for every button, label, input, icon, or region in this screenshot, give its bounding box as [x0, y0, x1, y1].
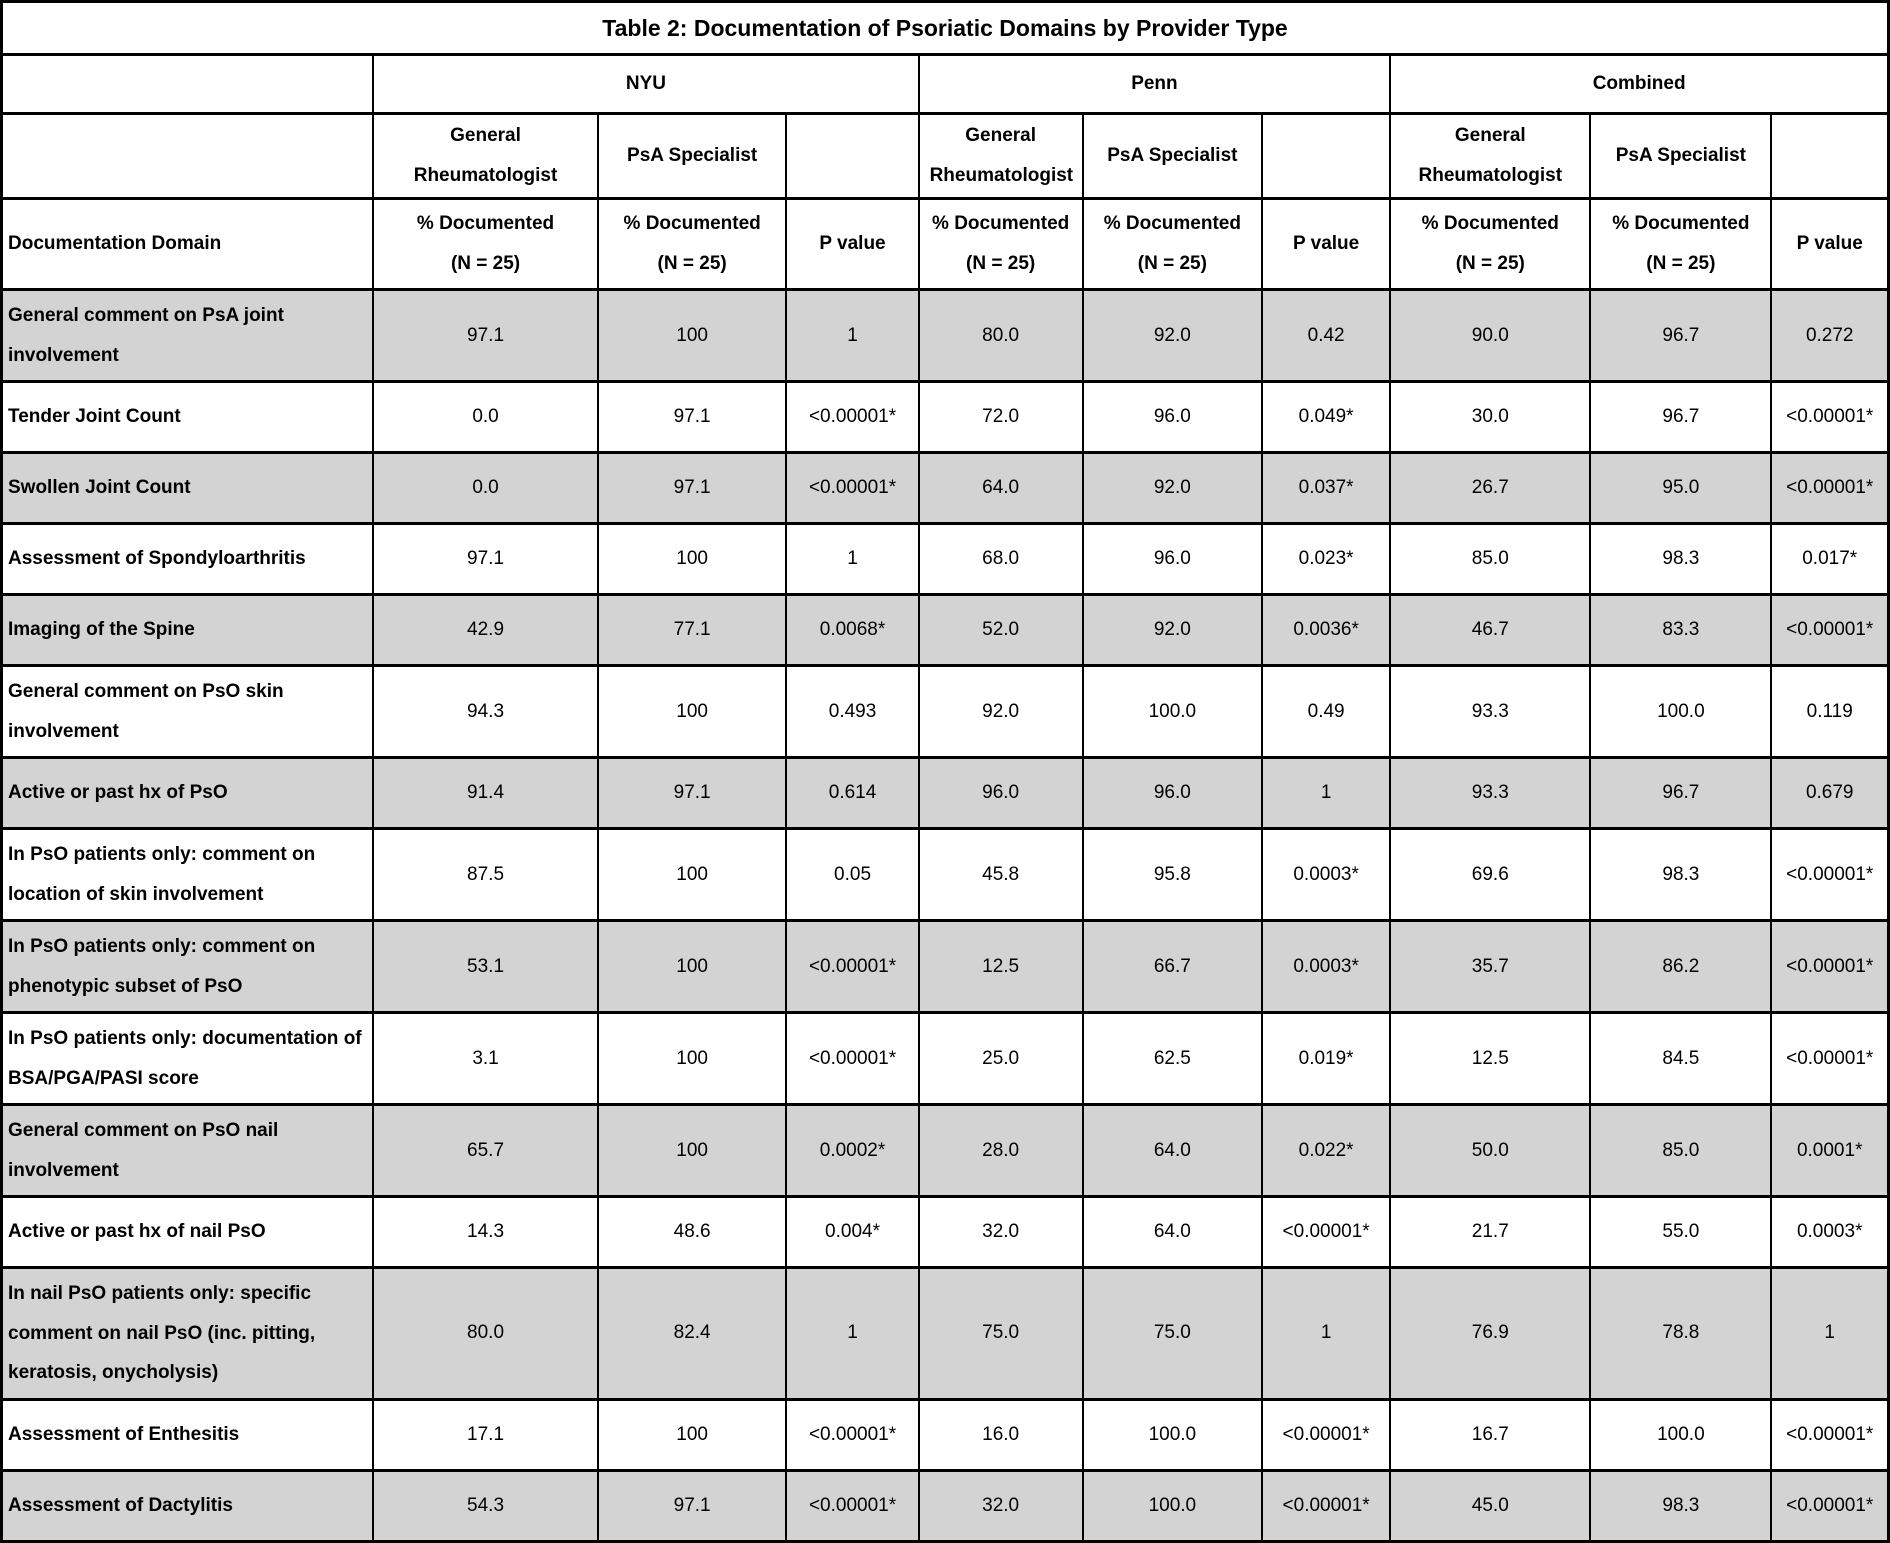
percent-documented-cell: 16.7: [1390, 1399, 1590, 1470]
p-value-header: P value: [1771, 199, 1888, 290]
p-value-cell: <0.00001*: [1262, 1197, 1390, 1268]
percent-documented-cell: 92.0: [1083, 290, 1262, 382]
percent-documented-cell: 92.0: [1083, 453, 1262, 524]
p-value-cell: 1: [1262, 758, 1390, 829]
p-value-cell: 0.0003*: [1262, 921, 1390, 1013]
percent-documented-cell: 0.0: [373, 382, 598, 453]
table-row: [2, 1268, 1889, 1400]
domain-cell: General comment on PsO skin involvement: [2, 666, 374, 758]
percent-documented-cell: 97.1: [598, 453, 787, 524]
domain-cell: In nail PsO patients only: specific comment on nail PsO (inc. pitting, keratosis, onycholysis): [2, 1268, 374, 1400]
p-value-cell: <0.00001*: [1771, 1470, 1888, 1541]
p-value-header: P value: [1262, 199, 1390, 290]
sample-size-label: (N = 25): [1646, 253, 1716, 274]
domain-cell: General comment on PsO nail involvement: [2, 1105, 374, 1197]
percent-documented-cell: 12.5: [919, 921, 1083, 1013]
domain-cell: In PsO patients only: documentation of BSA/PGA/PASI score: [2, 1013, 374, 1105]
p-value-cell: <0.00001*: [1262, 1470, 1390, 1541]
spacer-cell: [1262, 114, 1390, 199]
percent-documented-cell: 84.5: [1590, 1013, 1771, 1105]
percent-documented-cell: 97.1: [373, 524, 598, 595]
spacer-cell: [786, 114, 918, 199]
p-value-cell: 1: [1771, 1268, 1888, 1400]
p-value-cell: 0.017*: [1771, 524, 1888, 595]
percent-documented-cell: 96.7: [1590, 758, 1771, 829]
table-title: Table 2: Documentation of Psoriatic Domains by Provider Type: [2, 2, 1889, 55]
percent-documented-cell: 54.3: [373, 1470, 598, 1541]
percent-documented-cell: 95.0: [1590, 453, 1771, 524]
percent-documented-cell: 94.3: [373, 666, 598, 758]
percent-documented-label: % Documented: [1103, 213, 1241, 235]
percent-documented-cell: 45.0: [1390, 1470, 1590, 1541]
percent-documented-label: % Documented: [1421, 213, 1559, 235]
p-value-cell: 1: [786, 524, 918, 595]
p-value-cell: <0.00001*: [786, 453, 918, 524]
p-value-cell: 0.493: [786, 666, 918, 758]
percent-documented-cell: 3.1: [373, 1013, 598, 1105]
group-header-nyu: NYU: [373, 55, 918, 114]
percent-documented-cell: 100.0: [1083, 1470, 1262, 1541]
p-value-cell: <0.00001*: [786, 921, 918, 1013]
percent-documented-cell: 100: [598, 1013, 787, 1105]
percent-documented-label: % Documented: [416, 213, 555, 235]
percent-documented-cell: 52.0: [919, 595, 1083, 666]
p-value-cell: 0.49: [1262, 666, 1390, 758]
domain-cell: Swollen Joint Count: [2, 453, 374, 524]
percent-documented-cell: 83.3: [1590, 595, 1771, 666]
percent-documented-cell: 91.4: [373, 758, 598, 829]
p-value-cell: <0.00001*: [1771, 1399, 1888, 1470]
p-value-cell: 0.42: [1262, 290, 1390, 382]
percent-documented-cell: 48.6: [598, 1197, 787, 1268]
domain-cell: Assessment of Enthesitis: [2, 1399, 374, 1470]
percent-documented-cell: 32.0: [919, 1470, 1083, 1541]
p-value-cell: <0.00001*: [786, 1399, 918, 1470]
domain-cell: Assessment of Spondyloarthritis: [2, 524, 374, 595]
percent-documented-cell: 95.8: [1083, 829, 1262, 921]
percent-documented-cell: 62.5: [1083, 1013, 1262, 1105]
provider-header-penn-specialist: PsA Specialist: [1083, 114, 1262, 199]
p-value-cell: 0.019*: [1262, 1013, 1390, 1105]
p-value-cell: 0.272: [1771, 290, 1888, 382]
table-row: [2, 290, 1889, 382]
percent-documented-cell: 96.0: [919, 758, 1083, 829]
p-value-cell: 0.023*: [1262, 524, 1390, 595]
percent-documented-cell: 96.0: [1083, 758, 1262, 829]
p-value-cell: <0.00001*: [1771, 453, 1888, 524]
p-value-cell: 0.05: [786, 829, 918, 921]
p-value-cell: <0.00001*: [786, 1013, 918, 1105]
percent-documented-cell: 32.0: [919, 1197, 1083, 1268]
percent-documented-cell: 97.1: [598, 1470, 787, 1541]
domain-cell: Assessment of Dactylitis: [2, 1470, 374, 1541]
percent-documented-cell: 46.7: [1390, 595, 1590, 666]
percent-documented-cell: 98.3: [1590, 829, 1771, 921]
percent-documented-cell: 26.7: [1390, 453, 1590, 524]
provider-header-combined-specialist: PsA Specialist: [1590, 114, 1771, 199]
p-value-cell: 0.0036*: [1262, 595, 1390, 666]
p-value-cell: <0.00001*: [1771, 382, 1888, 453]
percent-documented-label: % Documented: [623, 213, 761, 235]
percent-documented-cell: 96.0: [1083, 382, 1262, 453]
p-value-cell: 0.0003*: [1262, 829, 1390, 921]
domain-column-header: Documentation Domain: [2, 199, 374, 290]
table-row: [2, 382, 1889, 453]
p-value-cell: 1: [786, 290, 918, 382]
percent-documented-cell: 97.1: [598, 758, 787, 829]
percent-documented-cell: 66.7: [1083, 921, 1262, 1013]
percent-documented-cell: 28.0: [919, 1105, 1083, 1197]
p-value-cell: 1: [1262, 1268, 1390, 1400]
domain-cell: In PsO patients only: comment on location of skin involvement: [2, 829, 374, 921]
column-header-row: [2, 199, 1889, 290]
p-value-cell: <0.00001*: [786, 1470, 918, 1541]
p-value-cell: 0.614: [786, 758, 918, 829]
table-row: [2, 1013, 1889, 1105]
site-group-row: [2, 55, 1889, 114]
percent-documented-cell: 21.7: [1390, 1197, 1590, 1268]
table-row: [2, 921, 1889, 1013]
percent-documented-cell: 98.3: [1590, 1470, 1771, 1541]
percent-documented-cell: 100.0: [1083, 666, 1262, 758]
percent-documented-cell: 50.0: [1390, 1105, 1590, 1197]
domain-cell: Tender Joint Count: [2, 382, 374, 453]
percent-documented-cell: 92.0: [1083, 595, 1262, 666]
percent-documented-cell: 35.7: [1390, 921, 1590, 1013]
sample-size-label: (N = 25): [1137, 253, 1207, 274]
table-row: [2, 1105, 1889, 1197]
p-value-cell: <0.00001*: [786, 382, 918, 453]
domain-cell: General comment on PsA joint involvement: [2, 290, 374, 382]
spacer-cell: [2, 55, 374, 114]
p-value-cell: 0.0002*: [786, 1105, 918, 1197]
percent-documented-cell: 100: [598, 524, 787, 595]
percent-documented-cell: 55.0: [1590, 1197, 1771, 1268]
p-value-cell: 0.049*: [1262, 382, 1390, 453]
spacer-cell: [2, 114, 374, 199]
percent-documented-cell: 42.9: [373, 595, 598, 666]
table-row: [2, 1399, 1889, 1470]
percent-documented-cell: 64.0: [1083, 1197, 1262, 1268]
percent-documented-cell: 0.0: [373, 453, 598, 524]
percent-documented-cell: 97.1: [373, 290, 598, 382]
percent-documented-cell: 12.5: [1390, 1013, 1590, 1105]
group-header-combined: Combined: [1390, 55, 1888, 114]
p-value-cell: 0.0001*: [1771, 1105, 1888, 1197]
sample-size-label: (N = 25): [657, 253, 727, 274]
table-title-row: [2, 2, 1889, 55]
provider-type-row: [2, 114, 1889, 199]
provider-header-nyu-specialist: PsA Specialist: [598, 114, 787, 199]
percent-documented-label: % Documented: [1612, 213, 1750, 235]
percent-documented-cell: 90.0: [1390, 290, 1590, 382]
spacer-cell: [1771, 114, 1888, 199]
p-value-cell: <0.00001*: [1771, 921, 1888, 1013]
percent-documented-cell: 100: [598, 829, 787, 921]
percent-documented-cell: 64.0: [919, 453, 1083, 524]
p-value-cell: 0.119: [1771, 666, 1888, 758]
percent-documented-header: [919, 199, 1083, 290]
domain-cell: Active or past hx of PsO: [2, 758, 374, 829]
percent-documented-cell: 16.0: [919, 1399, 1083, 1470]
percent-documented-cell: 93.3: [1390, 758, 1590, 829]
percent-documented-cell: 53.1: [373, 921, 598, 1013]
percent-documented-cell: 45.8: [919, 829, 1083, 921]
p-value-header: P value: [786, 199, 918, 290]
table-body: [2, 290, 1889, 1542]
percent-documented-cell: 98.3: [1590, 524, 1771, 595]
percent-documented-cell: 64.0: [1083, 1105, 1262, 1197]
p-value-cell: 1: [786, 1268, 918, 1400]
percent-documented-cell: 96.0: [1083, 524, 1262, 595]
percent-documented-header: [1083, 199, 1262, 290]
provider-header-nyu-general: General Rheumatologist: [373, 114, 598, 199]
percent-documented-cell: 80.0: [919, 290, 1083, 382]
p-value-cell: <0.00001*: [1771, 1013, 1888, 1105]
percent-documented-cell: 92.0: [919, 666, 1083, 758]
p-value-cell: <0.00001*: [1771, 829, 1888, 921]
group-header-penn: Penn: [919, 55, 1391, 114]
percent-documented-cell: 68.0: [919, 524, 1083, 595]
percent-documented-cell: 14.3: [373, 1197, 598, 1268]
percent-documented-cell: 85.0: [1590, 1105, 1771, 1197]
percent-documented-cell: 75.0: [919, 1268, 1083, 1400]
percent-documented-cell: 75.0: [1083, 1268, 1262, 1400]
percent-documented-cell: 25.0: [919, 1013, 1083, 1105]
domain-cell: Imaging of the Spine: [2, 595, 374, 666]
percent-documented-cell: 96.7: [1590, 382, 1771, 453]
percent-documented-cell: 77.1: [598, 595, 787, 666]
domain-cell: In PsO patients only: comment on phenotypic subset of PsO: [2, 921, 374, 1013]
table-row: [2, 595, 1889, 666]
percent-documented-cell: 76.9: [1390, 1268, 1590, 1400]
percent-documented-label: % Documented: [932, 213, 1070, 235]
percent-documented-cell: 65.7: [373, 1105, 598, 1197]
p-value-cell: <0.00001*: [1771, 595, 1888, 666]
provider-header-combined-general: General Rheumatologist: [1390, 114, 1590, 199]
percent-documented-header: [373, 199, 598, 290]
table-row: [2, 666, 1889, 758]
percent-documented-cell: 30.0: [1390, 382, 1590, 453]
p-value-cell: 0.679: [1771, 758, 1888, 829]
table-row: [2, 453, 1889, 524]
percent-documented-cell: 93.3: [1390, 666, 1590, 758]
percent-documented-cell: 85.0: [1390, 524, 1590, 595]
sample-size-label: (N = 25): [450, 253, 521, 274]
percent-documented-cell: 100: [598, 290, 787, 382]
percent-documented-cell: 86.2: [1590, 921, 1771, 1013]
percent-documented-cell: 100: [598, 1399, 787, 1470]
percent-documented-cell: 80.0: [373, 1268, 598, 1400]
provider-header-penn-general: General Rheumatologist: [919, 114, 1083, 199]
p-value-cell: 0.022*: [1262, 1105, 1390, 1197]
table-row: [2, 829, 1889, 921]
p-value-cell: 0.004*: [786, 1197, 918, 1268]
percent-documented-cell: 82.4: [598, 1268, 787, 1400]
percent-documented-cell: 100: [598, 921, 787, 1013]
percent-documented-header: [598, 199, 787, 290]
percent-documented-cell: 100: [598, 1105, 787, 1197]
percent-documented-cell: 100.0: [1083, 1399, 1262, 1470]
p-value-cell: 0.0003*: [1771, 1197, 1888, 1268]
percent-documented-cell: 100.0: [1590, 1399, 1771, 1470]
p-value-cell: 0.0068*: [786, 595, 918, 666]
percent-documented-cell: 17.1: [373, 1399, 598, 1470]
sample-size-label: (N = 25): [1455, 253, 1525, 274]
p-value-cell: 0.037*: [1262, 453, 1390, 524]
percent-documented-cell: 96.7: [1590, 290, 1771, 382]
percent-documented-header: [1590, 199, 1771, 290]
percent-documented-cell: 100.0: [1590, 666, 1771, 758]
table-row: [2, 758, 1889, 829]
percent-documented-cell: 78.8: [1590, 1268, 1771, 1400]
sample-size-label: (N = 25): [966, 253, 1036, 274]
percent-documented-cell: 72.0: [919, 382, 1083, 453]
percent-documented-cell: 69.6: [1390, 829, 1590, 921]
table-row: [2, 524, 1889, 595]
table-row: [2, 1470, 1889, 1541]
percent-documented-header: [1390, 199, 1590, 290]
domain-cell: Active or past hx of nail PsO: [2, 1197, 374, 1268]
percent-documented-cell: 87.5: [373, 829, 598, 921]
p-value-cell: <0.00001*: [1262, 1399, 1390, 1470]
table-row: [2, 1197, 1889, 1268]
percent-documented-cell: 97.1: [598, 382, 787, 453]
percent-documented-cell: 100: [598, 666, 787, 758]
